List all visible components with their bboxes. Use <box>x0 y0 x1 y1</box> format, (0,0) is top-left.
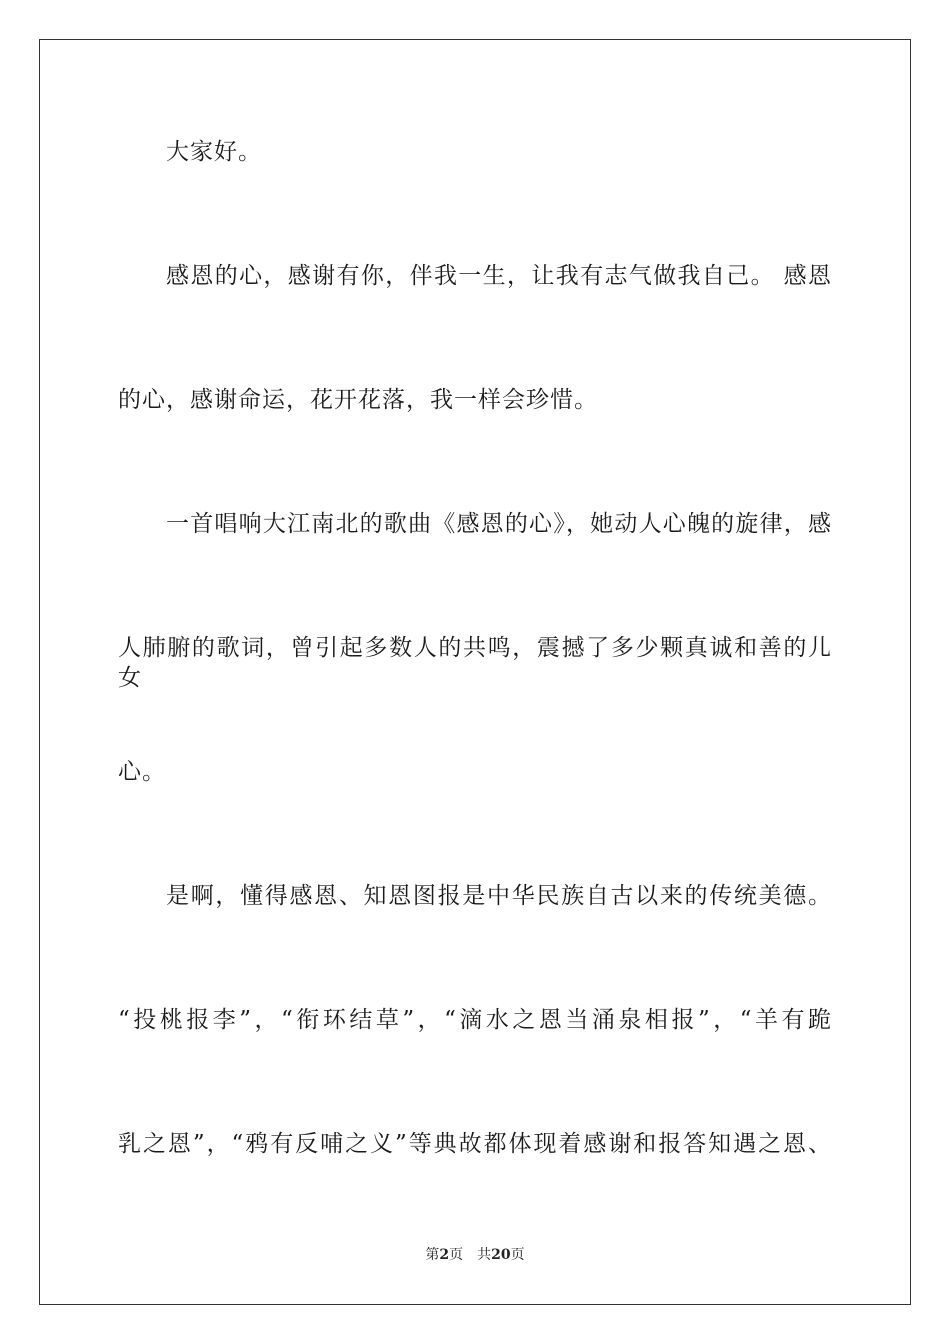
current-page-number: 2 <box>439 1247 450 1263</box>
total-suffix: 页 <box>510 1247 525 1263</box>
text-line-8: “投桃报李”，“衔环结草”，“滴水之恩当涌泉相报”，“羊有跪 <box>118 1007 832 1033</box>
text-line-6: 心。 <box>118 759 166 785</box>
text-line-2: 感恩的心，感谢有你，伴我一生，让我有志气做我自己。 感恩 <box>166 263 832 289</box>
page-prefix: 第 <box>425 1247 440 1263</box>
text-line-5: 人肺腑的歌词，曾引起多数人的共鸣，震撼了多少颗真诚和善的儿女 <box>118 635 832 691</box>
text-line-9: 乳之恩”，“鸦有反哺之义”等典故都体现着感谢和报答知遇之恩、 <box>118 1131 832 1157</box>
text-line-4: 一首唱响大江南北的歌曲《感恩的心》，她动人心魄的旋律，感 <box>166 511 832 537</box>
text-line-7: 是啊，懂得感恩、知恩图报是中华民族自古以来的传统美德。 <box>166 883 832 909</box>
text-line-3: 的心，感谢命运，花开花落，我一样会珍惜。 <box>118 387 598 413</box>
total-page-count: 20 <box>491 1247 511 1263</box>
page-suffix: 页 <box>449 1247 464 1263</box>
page-footer <box>0 1245 950 1265</box>
total-prefix: 共 <box>477 1247 492 1263</box>
text-line-greeting: 大家好。 <box>166 139 262 165</box>
